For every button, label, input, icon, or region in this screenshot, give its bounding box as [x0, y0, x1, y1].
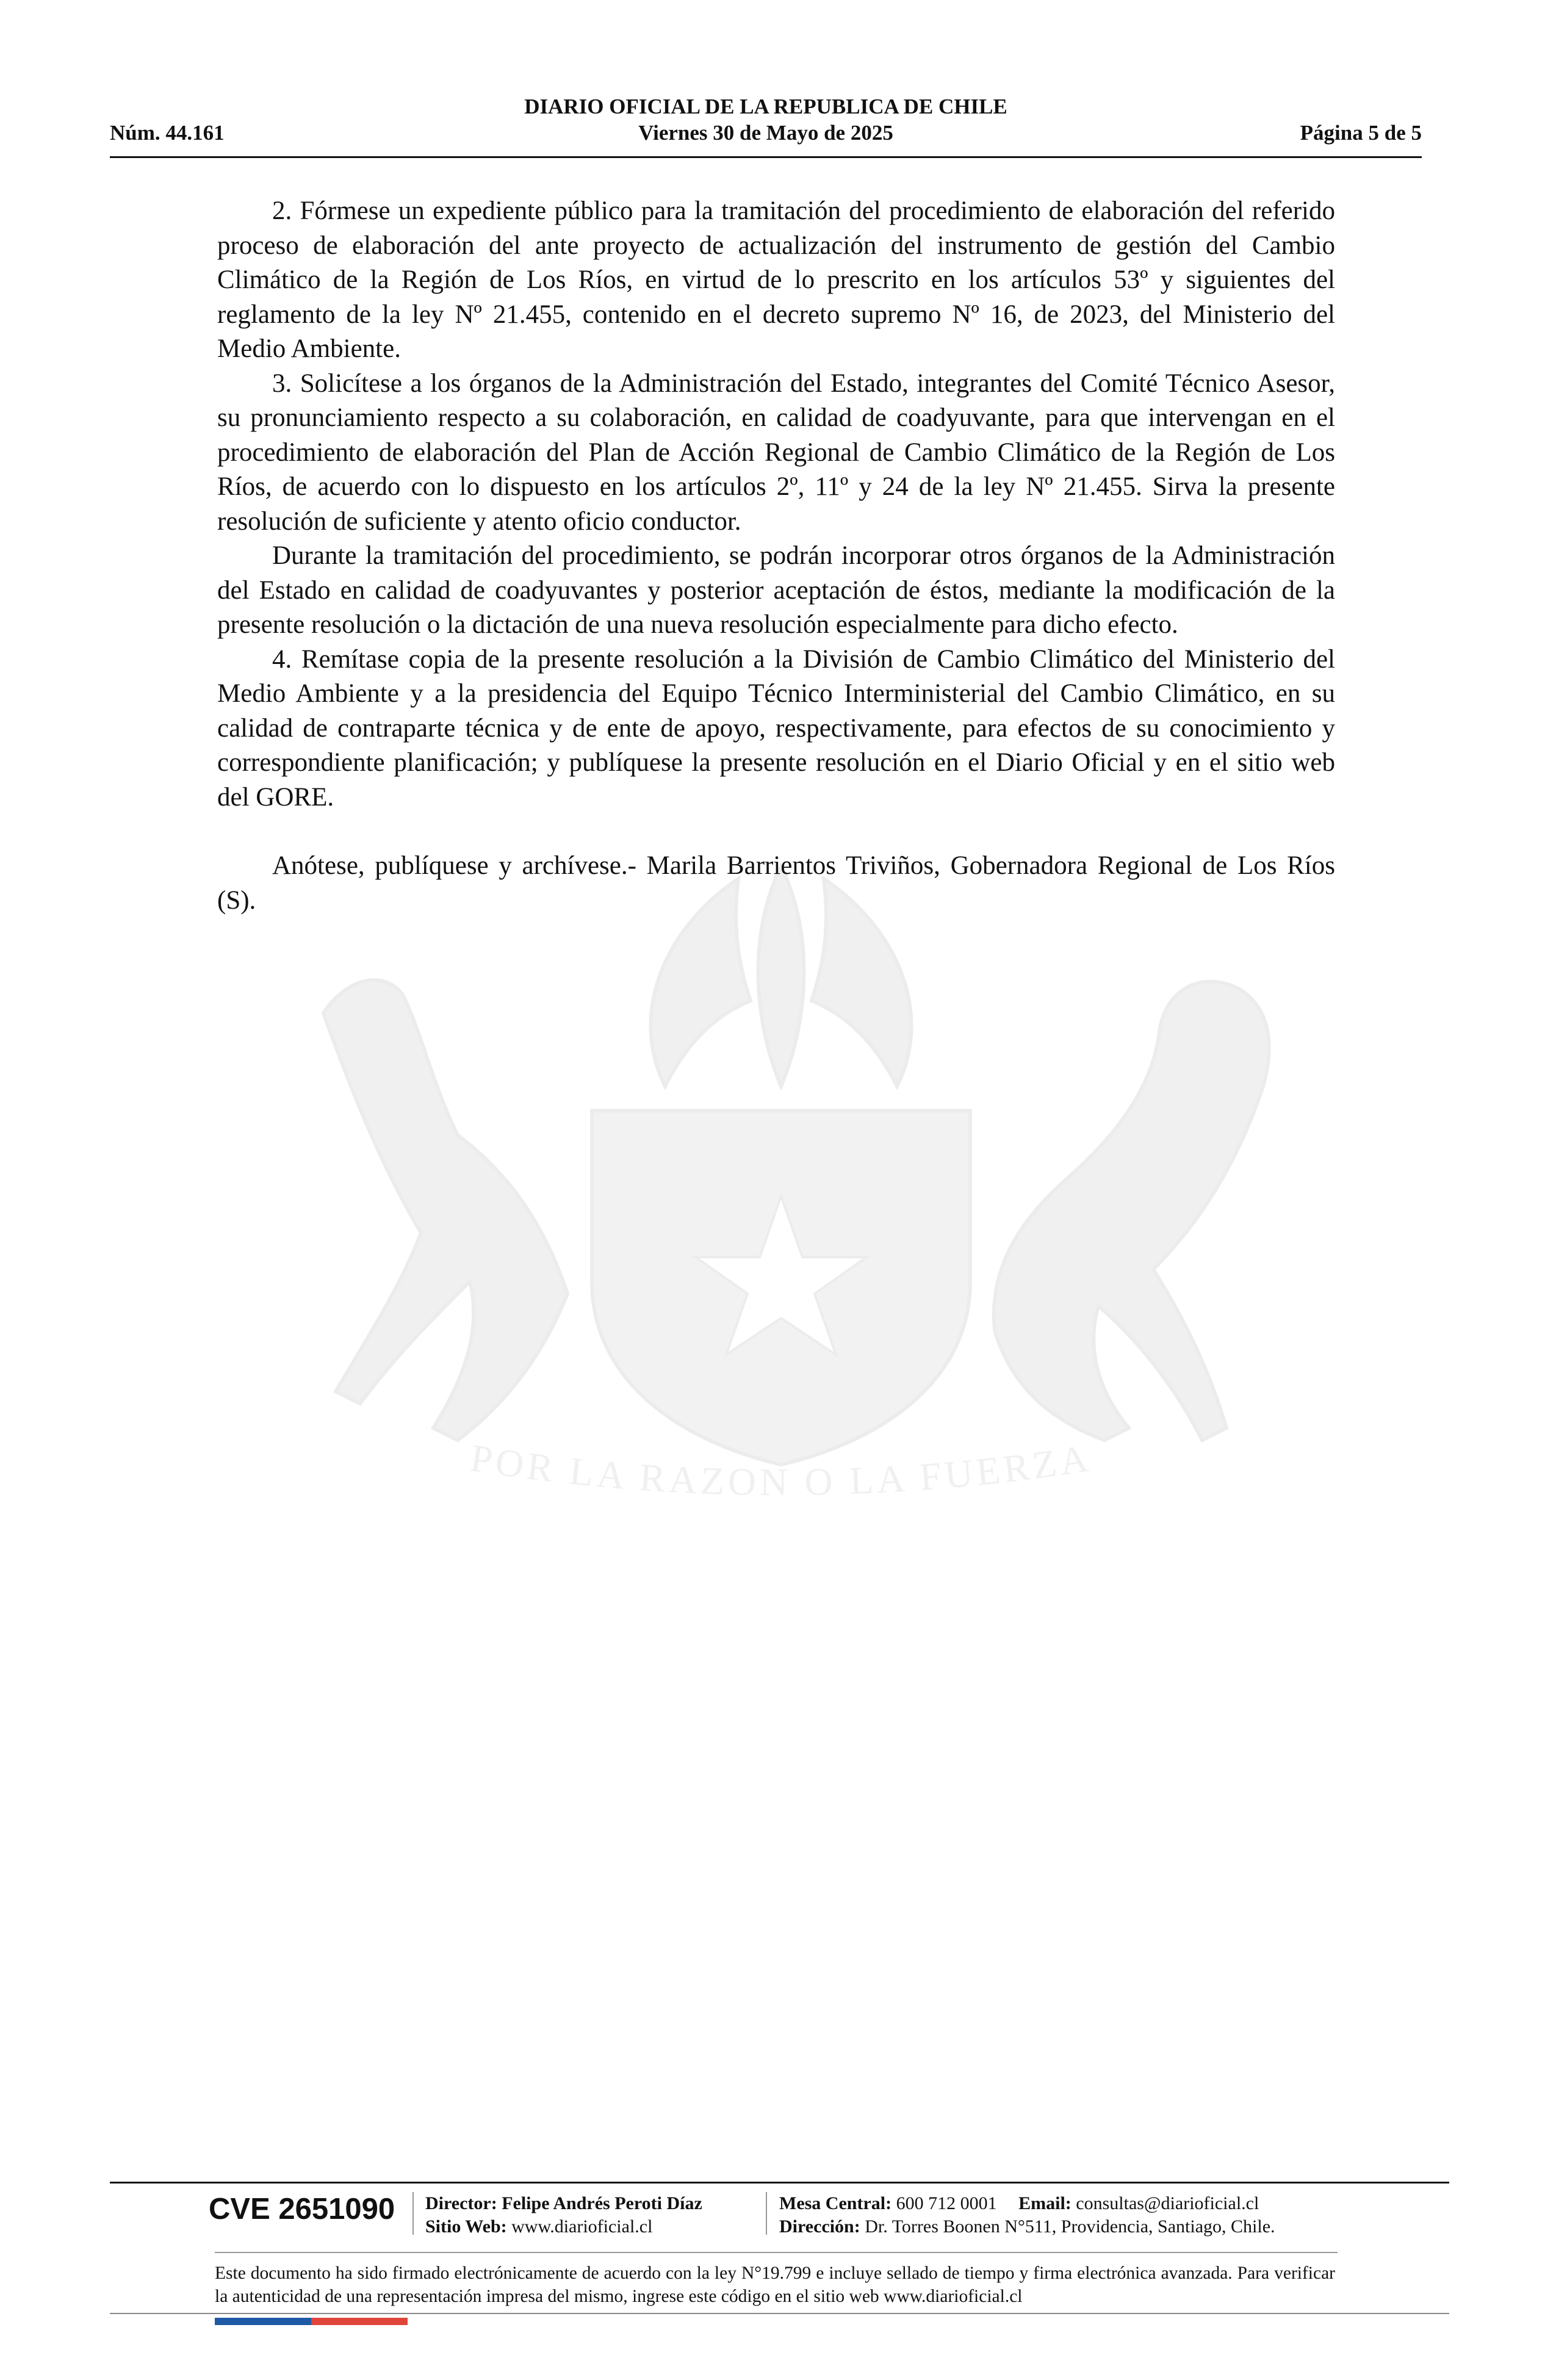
- header-divider: [110, 156, 1422, 158]
- signature-notice: Este documento ha sido firmado electrónicamente de acuerdo con la ley N°19.799 e incluye sellado de tiempo y firma electrónica avanzada. Para verificar la autenticidad de una representación impresa del mismo, ingrese este código en el sitio web www.diarioficial.cl: [215, 2263, 1335, 2306]
- address-value: Dr. Torres Boonen N°511, Providencia, Santiago, Chile.: [865, 2216, 1275, 2237]
- footer-inner-divider: [215, 2252, 1338, 2253]
- flag-stripe-blue: [215, 2318, 311, 2325]
- phone-value: 600 712 0001: [896, 2193, 997, 2213]
- website-link[interactable]: www.diarioficial.cl: [511, 2216, 653, 2237]
- director-label: Director:: [425, 2193, 497, 2213]
- publication-title: DIARIO OFICIAL DE LA REPUBLICA DE CHILE: [524, 95, 1007, 118]
- email-label: Email:: [1018, 2193, 1072, 2213]
- coat-of-arms-watermark: [201, 854, 1361, 1617]
- website-label: Sitio Web:: [425, 2216, 507, 2237]
- address-label: Dirección:: [779, 2216, 860, 2237]
- paragraph: 4. Remítase copia de la presente resolución a la División de Cambio Climático del Ministerio del Medio Ambiente y a la presidencia del Equipo Técnico Interministerial del Cambio Climático, en su calidad de contraparte técnica y de ente de apoyo, respectivamente, para efectos de su conocimiento y correspondiente planificación; y publíquese la presente resolución en el Diario Oficial y en el sitio web del GORE.: [217, 644, 1335, 812]
- director-name: Felipe Andrés Peroti Díaz: [502, 2193, 702, 2213]
- email-link[interactable]: consultas@diarioficial.cl: [1076, 2193, 1259, 2213]
- page-indicator: Página 5 de 5: [1300, 121, 1422, 145]
- footer-bottom-divider: [110, 2313, 1449, 2314]
- resolution-body: [217, 194, 1335, 918]
- flag-stripe-red: [311, 2318, 408, 2325]
- director-line: [425, 2192, 702, 2215]
- paragraph: 3. Solicítese a los órganos de la Administración del Estado, integrantes del Comité Técnico Asesor, su pronunciamiento respecto a su colaboración, en calidad de coadyuvante, para que intervengan en el procedimiento de elaboración del Plan de Acción Regional de Cambio Climático de la Región de Los Ríos, de acuerdo con lo dispuesto en los artículos 2º, 11º y 24 de la ley Nº 21.455. Sirva la presente resolución de suficiente y atento oficio conductor.: [217, 369, 1335, 536]
- website-line: [425, 2215, 652, 2238]
- watermark-motto: POR LA RAZON O LA FUERZA: [467, 1435, 1095, 1504]
- header-row: [110, 121, 1422, 150]
- footer-divider: [110, 2182, 1449, 2183]
- issue-date: Viernes 30 de Mayo de 2025: [638, 121, 893, 145]
- phone-label: Mesa Central:: [779, 2193, 892, 2213]
- paragraph: Durante la tramitación del procedimiento, se podrán incorporar otros órganos de la Administración del Estado en calidad de coadyuvantes y posterior aceptación de éstos, mediante la modificación de la presente resolución o la dictación de una nueva resolución especialmente para dicho efecto.: [217, 541, 1335, 639]
- cve-code: CVE 2651090: [209, 2193, 395, 2226]
- footer-separator: [412, 2192, 414, 2235]
- address-line: [779, 2215, 1275, 2238]
- signoff: Anótese, publíquese y archívese.- Marila Barrientos Triviños, Gobernadora Regional de Los Ríos (S).: [217, 851, 1335, 915]
- footer-separator: [766, 2192, 767, 2235]
- issue-number: Núm. 44.161: [110, 121, 225, 145]
- paragraph: 2. Fórmese un expediente público para la tramitación del procedimiento de elaboración del referido proceso de elaboración del ante proyecto de actualización del instrumento de gestión del Cambio Climático de la Región de Los Ríos, en virtud de lo prescrito en los artículos 53º y siguientes del reglamento de la ley Nº 21.455, contenido en el decreto supremo Nº 16, de 2023, del Ministerio del Medio Ambiente.: [217, 197, 1335, 363]
- contact-line: [779, 2192, 1259, 2215]
